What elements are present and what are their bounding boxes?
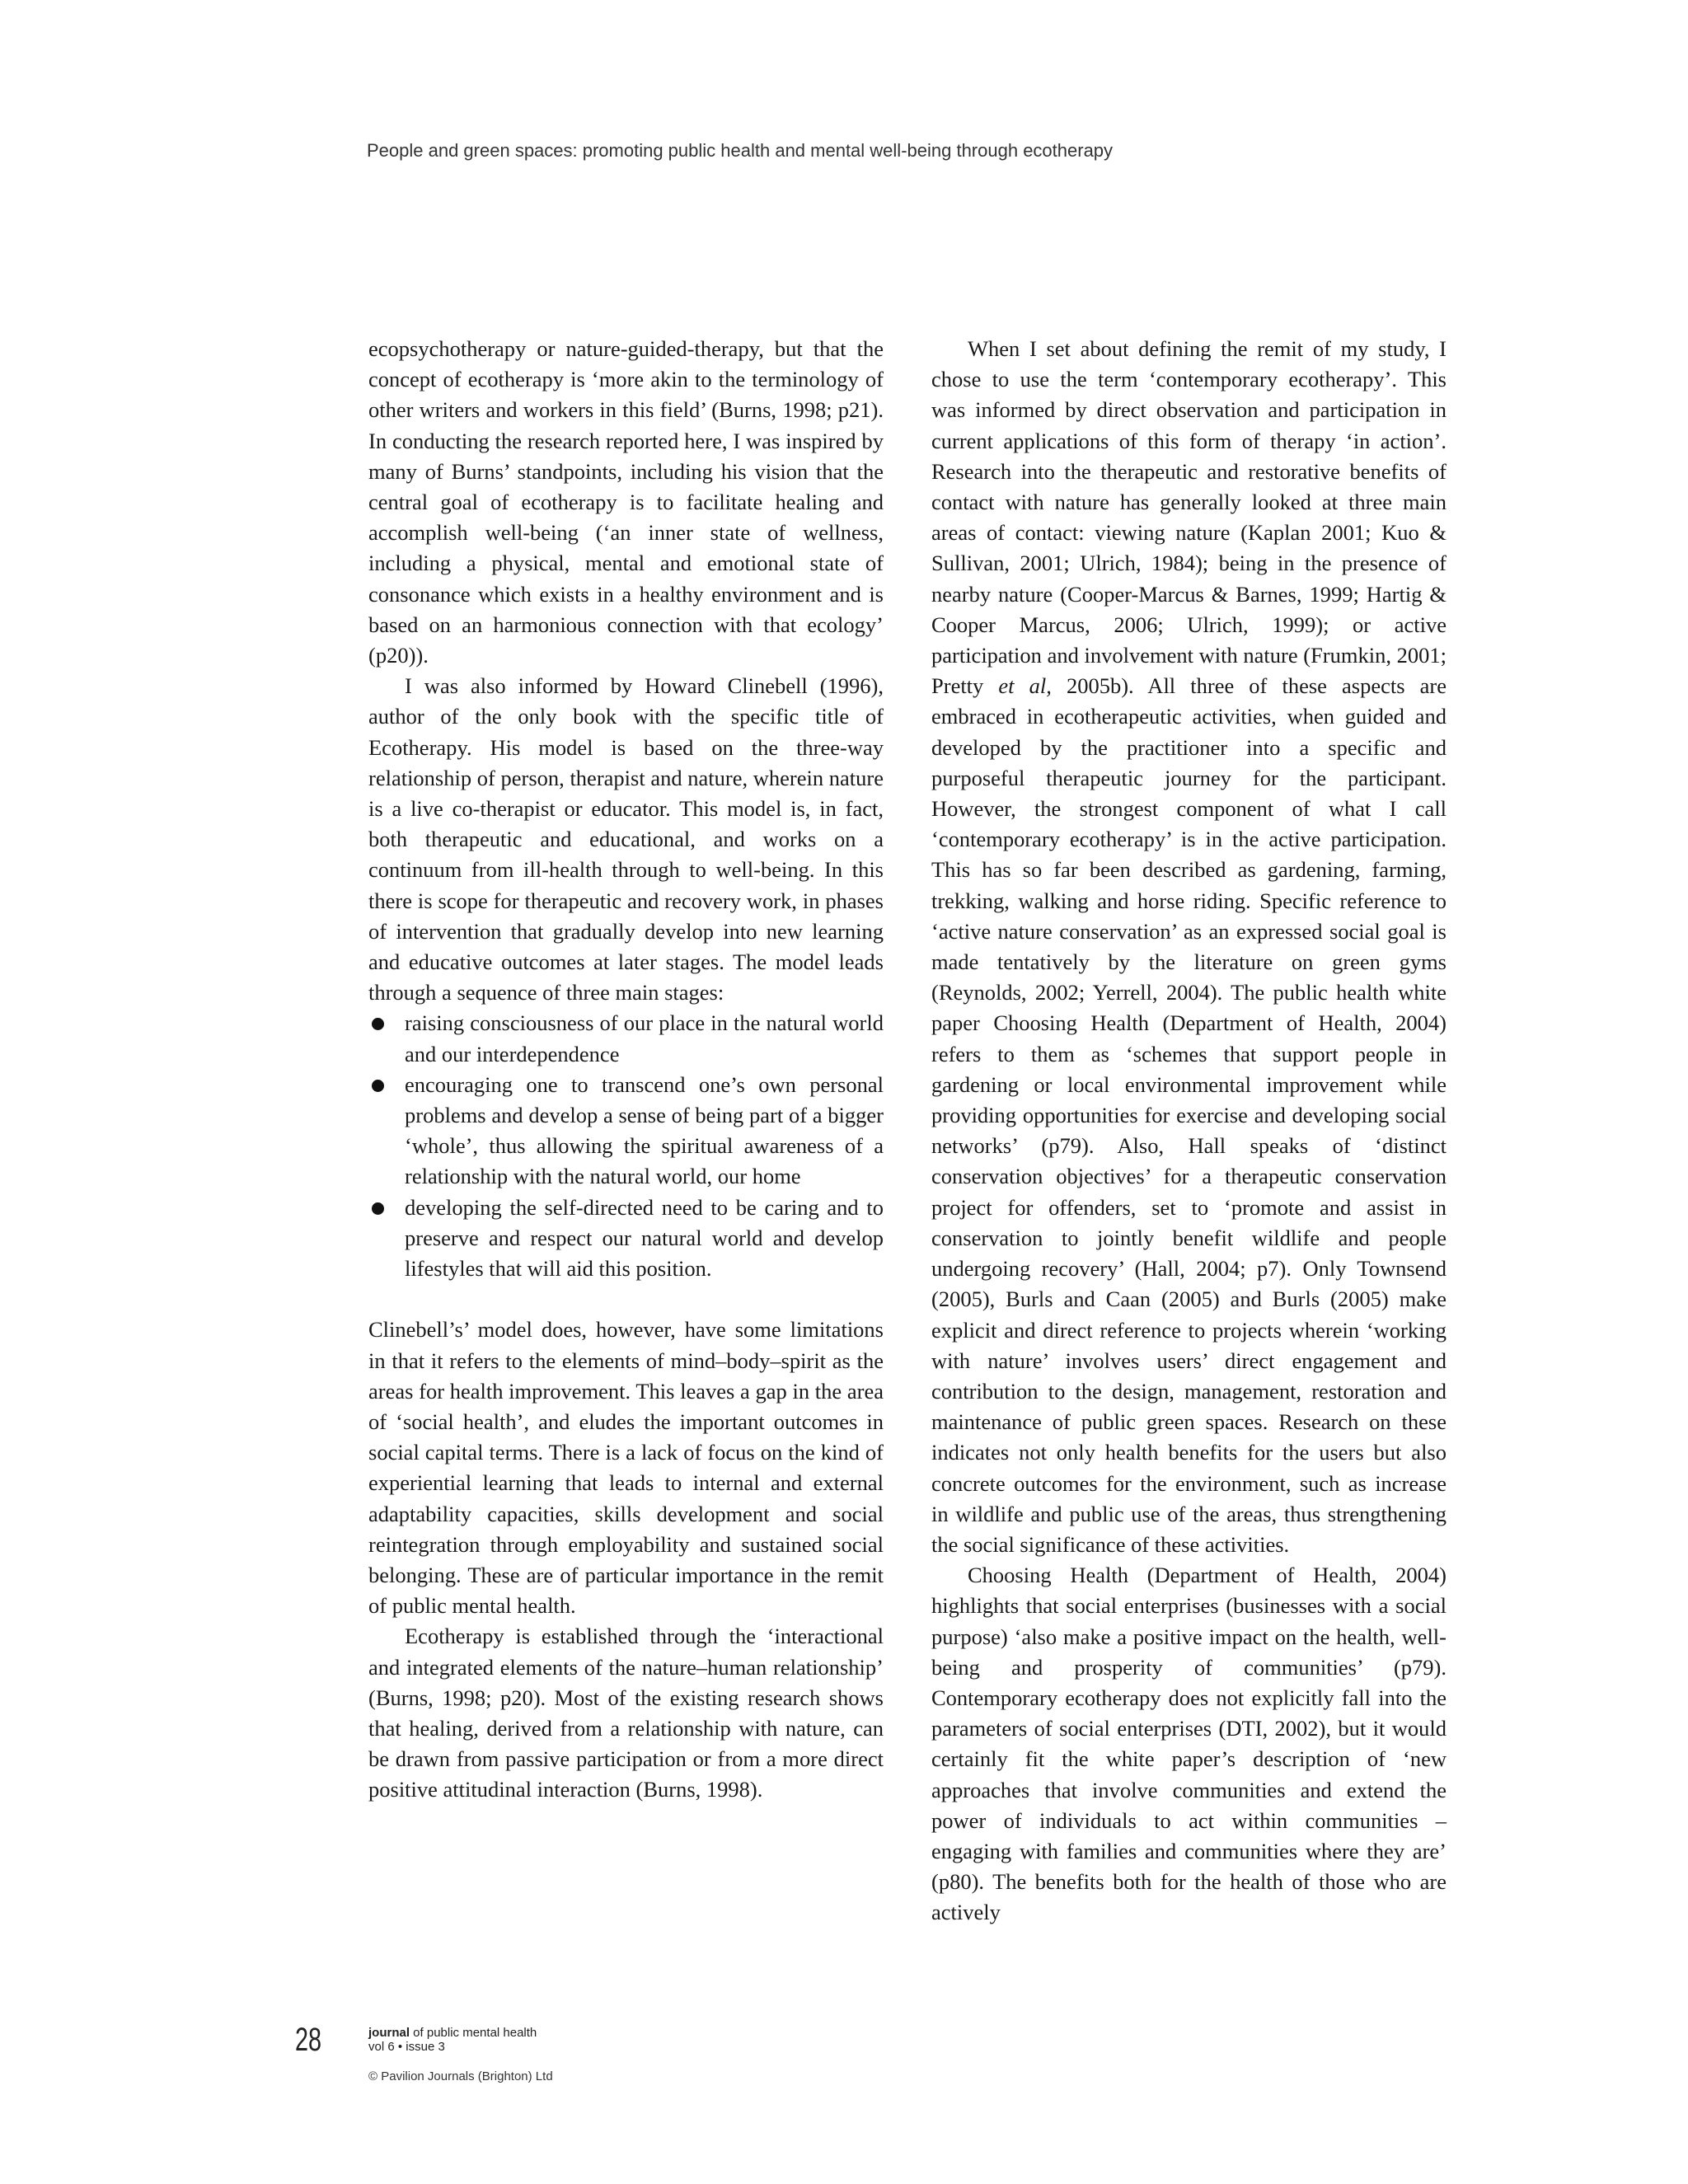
list-item-text: developing the self-directed need to be caring and to preserve and respect our natural world and develop lifestyles that will aid this position. [405,1194,884,1282]
list-item [368,1193,884,1285]
page-number: 28 [295,2022,322,2058]
bullet-icon [372,1080,384,1092]
text-run: 2005b). All three of these aspects are embraced in ecotherapeutic activities, when guided and developed by the practitioner into a specific and purposeful therapeutic journey for the participant. However, the strongest component of what I call ‘contemporary ecotherapy’ is in the active participation. This has so far been described as gardening, farming, trekking, walking and horse riding. Specific reference to ‘active nature conservation’ as an expressed social goal is made tentatively by the literature on green gyms (Reynolds, 2002; Yerrell, 2004). The public health white paper Choosing Health (Department of Health, 2004) refers to them as ‘schemes that support people in gardening or local environmental improvement while providing opportunities for exercise and developing social networks’ (p79). Also, Hall speaks of ‘distinct conservation objectives’ for a therapeutic conservation project for offenders, set to ‘promote and assist in conservation to jointly benefit wildlife and people undergoing recovery’ (Hall, 2004; p7). Only Townsend (2005), Burls and Caan (2005) and Burls (2005) make explicit and direct reference to projects wherein ‘working with nature’ involves users’ direct engagement and contribution to the design, management, restoration and maintenance of public green spaces. Research on these indicates not only health benefits for the users but also concrete outcomes for the environment, such as increase in wildlife and public use of the areas, thus strengthening the social significance of these activities. [931,673,1447,1557]
paragraph [931,334,1447,1560]
text-run: When I set about defining the remit of my study, I chose to use the term ‘contemporary ecotherapy’. This was informed by direct observation and participation in current applications of this form of therapy ‘in action’. Research into the therapeutic and restorative benefits of contact with nature has generally looked at three main areas of contact: viewing nature (Kaplan 2001; Kuo & Sullivan, 2001; Ulrich, 1984); being in the presence of nearby nature (Cooper-Marcus & Barnes, 1999; Hartig & Cooper Marcus, 2006; Ulrich, 1999); or active participation and involvement with nature (Frumkin, 2001; Pretty [931,336,1447,699]
list-item-text: raising consciousness of our place in the natural world and our interdependence [405,1010,884,1066]
list-item-text: encouraging one to transcend one’s own personal problems and develop a sense of being part of a bigger ‘whole’, thus allowing the spiritual awareness of a relationship with the natural world, our home [405,1071,884,1189]
journal-name-rest: of public mental health [410,2026,537,2040]
paragraph: Ecotherapy is established through the ‘interactional and integrated elements of the nature–human relationship’ (Burns, 1998; p20). Most of the existing research shows that healing, derived from a relationship with nature, can be drawn from passive participation or from a more direct positive attitudinal interaction (Burns, 1998). [368,1624,884,1802]
bullet-icon [372,1202,384,1215]
running-title: People and green spaces: promoting public health and mental well-being through ecotherapy [367,140,1114,161]
bullet-icon [372,1018,384,1030]
list-item [368,1070,884,1193]
bullet-list [368,1008,884,1284]
et-al-italic: et al, [998,673,1052,699]
paragraph: I was also informed by Howard Clinebell (1996), author of the only book with the specific title of Ecotherapy. His model is based on the three-way relationship of person, therapist and nature, wherein nature is a live co-therapist or educator. This model is, in fact, both therapeutic and educational, and works on a continuum from ill-health through to well-being. In this there is scope for therapeutic and recovery work, in phases of intervention that gradually develop into new learning and educative outcomes at later stages. The model leads through a sequence of three main stages: [368,673,884,1005]
journal-volume: vol 6 • issue 3 [368,2040,445,2054]
list-item [368,1008,884,1069]
copyright: © Pavilion Journals (Brighton) Ltd [368,2069,553,2083]
journal-name: journal [368,2026,410,2040]
journal-title [368,2026,537,2040]
paragraph: ecopsychotherapy or nature-guided-therapy, but that the concept of ecotherapy is ‘more akin to the terminology of other writers and workers in this field’ (Burns, 1998; p21). In conducting the research reported here, I was inspired by many of Burns’ standpoints, including his vision that the central goal of ecotherapy is to facilitate healing and accomplish well-being (‘an inner state of wellness, including a physical, mental and emotional state of consonance which exists in a healthy environment and is based on an harmonious connection with that ecology’ (p20)). [368,336,884,668]
paragraph: Choosing Health (Department of Health, 2004) highlights that social enterprises (businesses with a social purpose) ‘also make a positive impact on the health, well-being and prosperity of communities’ (p79). Contemporary ecotherapy does not explicitly fall into the parameters of social enterprises (DTI, 2002), but it would certainly fit the white paper’s description of ‘new approaches that involve communities and extend the power of individuals to act within communities – engaging with families and communities where they are’ (p80). The benefits both for the health of those who are actively [931,1563,1447,1925]
right-column [931,334,1447,1929]
paragraph: Clinebell’s’ model does, however, have some limitations in that it refers to the elements of mind–body–spirit as the areas for health improvement. This leaves a gap in the area of ‘social health’, and eludes the important outcomes in social capital terms. There is a lack of focus on the kind of experiential learning that leads to internal and external adaptability capacities, skills development and social reintegration through employability and sustained social belonging. These are of particular importance in the remit of public mental health. [368,1317,884,1619]
journal-info [368,2026,537,2054]
left-column [368,334,884,1806]
